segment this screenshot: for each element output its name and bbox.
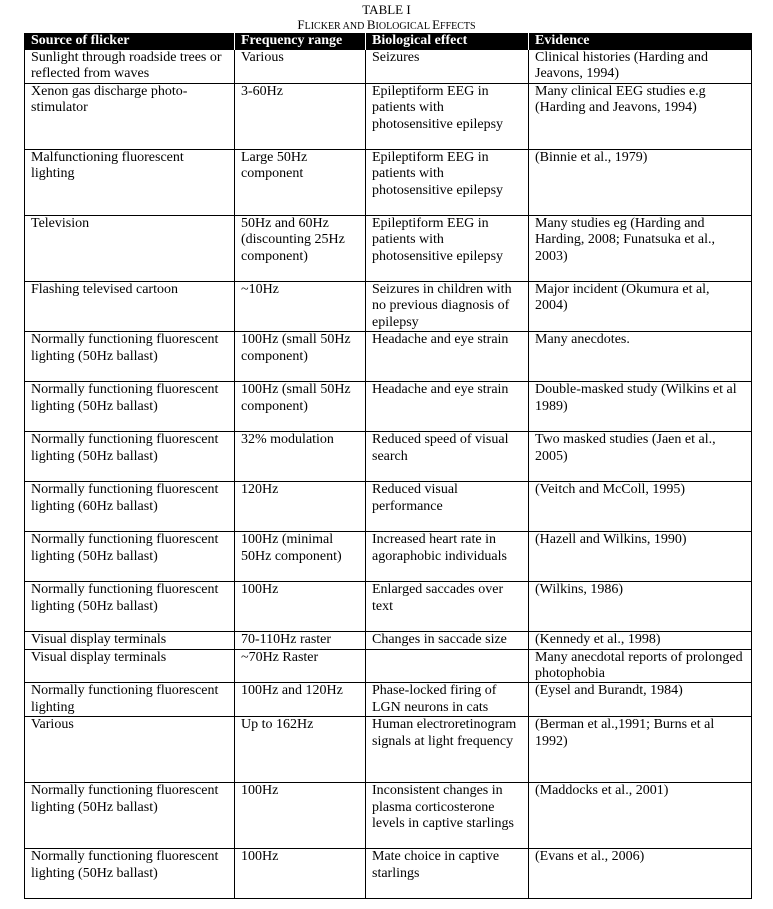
title-part: IOLOGICAL — [375, 21, 433, 32]
cell-evidence: (Wilkins, 1986) — [529, 582, 752, 632]
table-row — [25, 532, 752, 582]
table-row — [25, 482, 752, 532]
header-source: Source of flicker — [25, 33, 235, 50]
cell-effect: Seizures in children with no previous diagnosis of epilepsy — [366, 282, 529, 332]
cell-effect: Headache and eye strain — [366, 382, 529, 432]
cell-frequency: Various — [235, 50, 366, 84]
table-number: TABLE I — [362, 2, 411, 17]
cell-effect: Epileptiform EEG in patients with photosensitive epilepsy — [366, 150, 529, 216]
cell-source: Xenon gas discharge photo-stimulator — [25, 84, 235, 150]
cell-evidence: Clinical histories (Harding and Jeavons, 1994) — [529, 50, 752, 84]
cell-frequency: 100Hz (small 50Hz component) — [235, 382, 366, 432]
cell-frequency: 3-60Hz — [235, 84, 366, 150]
cell-effect: Epileptiform EEG in patients with photosensitive epilepsy — [366, 84, 529, 150]
cell-frequency: 100Hz (minimal 50Hz component) — [235, 532, 366, 582]
cell-source: Sunlight through roadside trees or reflected from waves — [25, 50, 235, 84]
cell-source: Normally functioning fluorescent lighting (50Hz ballast) — [25, 332, 235, 382]
cell-source: Normally functioning fluorescent lighting (50Hz ballast) — [25, 783, 235, 849]
table-row — [25, 717, 752, 783]
cell-source: Normally functioning fluorescent lighting (50Hz ballast) — [25, 532, 235, 582]
cell-source: Normally functioning fluorescent lighting (50Hz ballast) — [25, 382, 235, 432]
cell-effect: Inconsistent changes in plasma corticosterone levels in captive starlings — [366, 783, 529, 849]
title-part: LICKER AND — [304, 21, 367, 32]
cell-evidence: Major incident (Okumura et al, 2004) — [529, 282, 752, 332]
table-row — [25, 332, 752, 382]
table-row — [25, 649, 752, 683]
cell-source: Normally functioning fluorescent lighting — [25, 683, 235, 717]
cell-frequency: 100Hz — [235, 783, 366, 849]
cell-source: Normally functioning fluorescent lighting (50Hz ballast) — [25, 432, 235, 482]
cell-source: Malfunctioning fluorescent lighting — [25, 150, 235, 216]
cell-evidence: (Evans et al., 2006) — [529, 849, 752, 899]
cell-source: Various — [25, 717, 235, 783]
header-frequency: Frequency range — [235, 33, 366, 50]
cell-frequency: 100Hz — [235, 849, 366, 899]
cell-frequency: 100Hz — [235, 582, 366, 632]
title-part: F — [297, 17, 305, 32]
cell-evidence: (Binnie et al., 1979) — [529, 150, 752, 216]
cell-source: Visual display terminals — [25, 649, 235, 683]
cell-effect: Seizures — [366, 50, 529, 84]
cell-effect: Headache and eye strain — [366, 332, 529, 382]
table-row — [25, 849, 752, 899]
table-row — [25, 84, 752, 150]
cell-evidence: (Eysel and Burandt, 1984) — [529, 683, 752, 717]
cell-frequency: 100Hz (small 50Hz component) — [235, 332, 366, 382]
cell-source: Visual display terminals — [25, 632, 235, 649]
table-row — [25, 216, 752, 282]
cell-source: Flashing televised cartoon — [25, 282, 235, 332]
cell-evidence: (Maddocks et al., 2001) — [529, 783, 752, 849]
table-row — [25, 432, 752, 482]
cell-source: Normally functioning fluorescent lighting (60Hz ballast) — [25, 482, 235, 532]
cell-effect: Phase-locked firing of LGN neurons in cats — [366, 683, 529, 717]
cell-effect: Mate choice in captive starlings — [366, 849, 529, 899]
cell-evidence: (Veitch and McColl, 1995) — [529, 482, 752, 532]
cell-frequency: 32% modulation — [235, 432, 366, 482]
cell-frequency: Large 50Hz component — [235, 150, 366, 216]
cell-frequency: 100Hz and 120Hz — [235, 683, 366, 717]
cell-source: Normally functioning fluorescent lighting (50Hz ballast) — [25, 849, 235, 899]
cell-evidence: (Kennedy et al., 1998) — [529, 632, 752, 649]
table-row — [25, 683, 752, 717]
header-evidence: Evidence — [529, 33, 752, 50]
table-header-row — [25, 33, 752, 50]
cell-evidence: Many clinical EEG studies e.g (Harding and Jeavons, 1994) — [529, 84, 752, 150]
cell-effect: Epileptiform EEG in patients with photosensitive epilepsy — [366, 216, 529, 282]
cell-frequency: ~70Hz Raster — [235, 649, 366, 683]
cell-effect: Human electroretinogram signals at light frequency — [366, 717, 529, 783]
title-part: B — [366, 17, 376, 32]
cell-frequency: 120Hz — [235, 482, 366, 532]
cell-evidence: (Berman et al.,1991; Burns et al 1992) — [529, 717, 752, 783]
table-row — [25, 783, 752, 849]
table-body — [25, 50, 752, 899]
cell-evidence: Many anecdotal reports of prolonged photophobia — [529, 649, 752, 683]
title-part: FFECTS — [440, 21, 476, 32]
cell-evidence: (Hazell and Wilkins, 1990) — [529, 532, 752, 582]
table-row — [25, 632, 752, 649]
cell-evidence: Two masked studies (Jaen et al., 2005) — [529, 432, 752, 482]
flicker-effects-table — [24, 33, 752, 899]
table-row — [25, 582, 752, 632]
cell-effect: Reduced visual performance — [366, 482, 529, 532]
cell-effect — [366, 649, 529, 683]
cell-evidence: Many anecdotes. — [529, 332, 752, 382]
title-part: E — [432, 17, 441, 32]
table-row — [25, 282, 752, 332]
table-row — [25, 150, 752, 216]
cell-frequency: 70-110Hz raster — [235, 632, 366, 649]
cell-effect: Increased heart rate in agoraphobic individuals — [366, 532, 529, 582]
cell-source: Normally functioning fluorescent lighting (50Hz ballast) — [25, 582, 235, 632]
cell-evidence: Many studies eg (Harding and Harding, 2008; Funatsuka et al., 2003) — [529, 216, 752, 282]
cell-source: Television — [25, 216, 235, 282]
cell-frequency: 50Hz and 60Hz (discounting 25Hz component) — [235, 216, 366, 282]
cell-frequency: Up to 162Hz — [235, 717, 366, 783]
cell-evidence: Double-masked study (Wilkins et al 1989) — [529, 382, 752, 432]
table-row — [25, 382, 752, 432]
header-effect: Biological effect — [366, 33, 529, 50]
cell-effect: Changes in saccade size — [366, 632, 529, 649]
table-row — [25, 50, 752, 84]
cell-effect: Reduced speed of visual search — [366, 432, 529, 482]
cell-effect: Enlarged saccades over text — [366, 582, 529, 632]
cell-frequency: ~10Hz — [235, 282, 366, 332]
